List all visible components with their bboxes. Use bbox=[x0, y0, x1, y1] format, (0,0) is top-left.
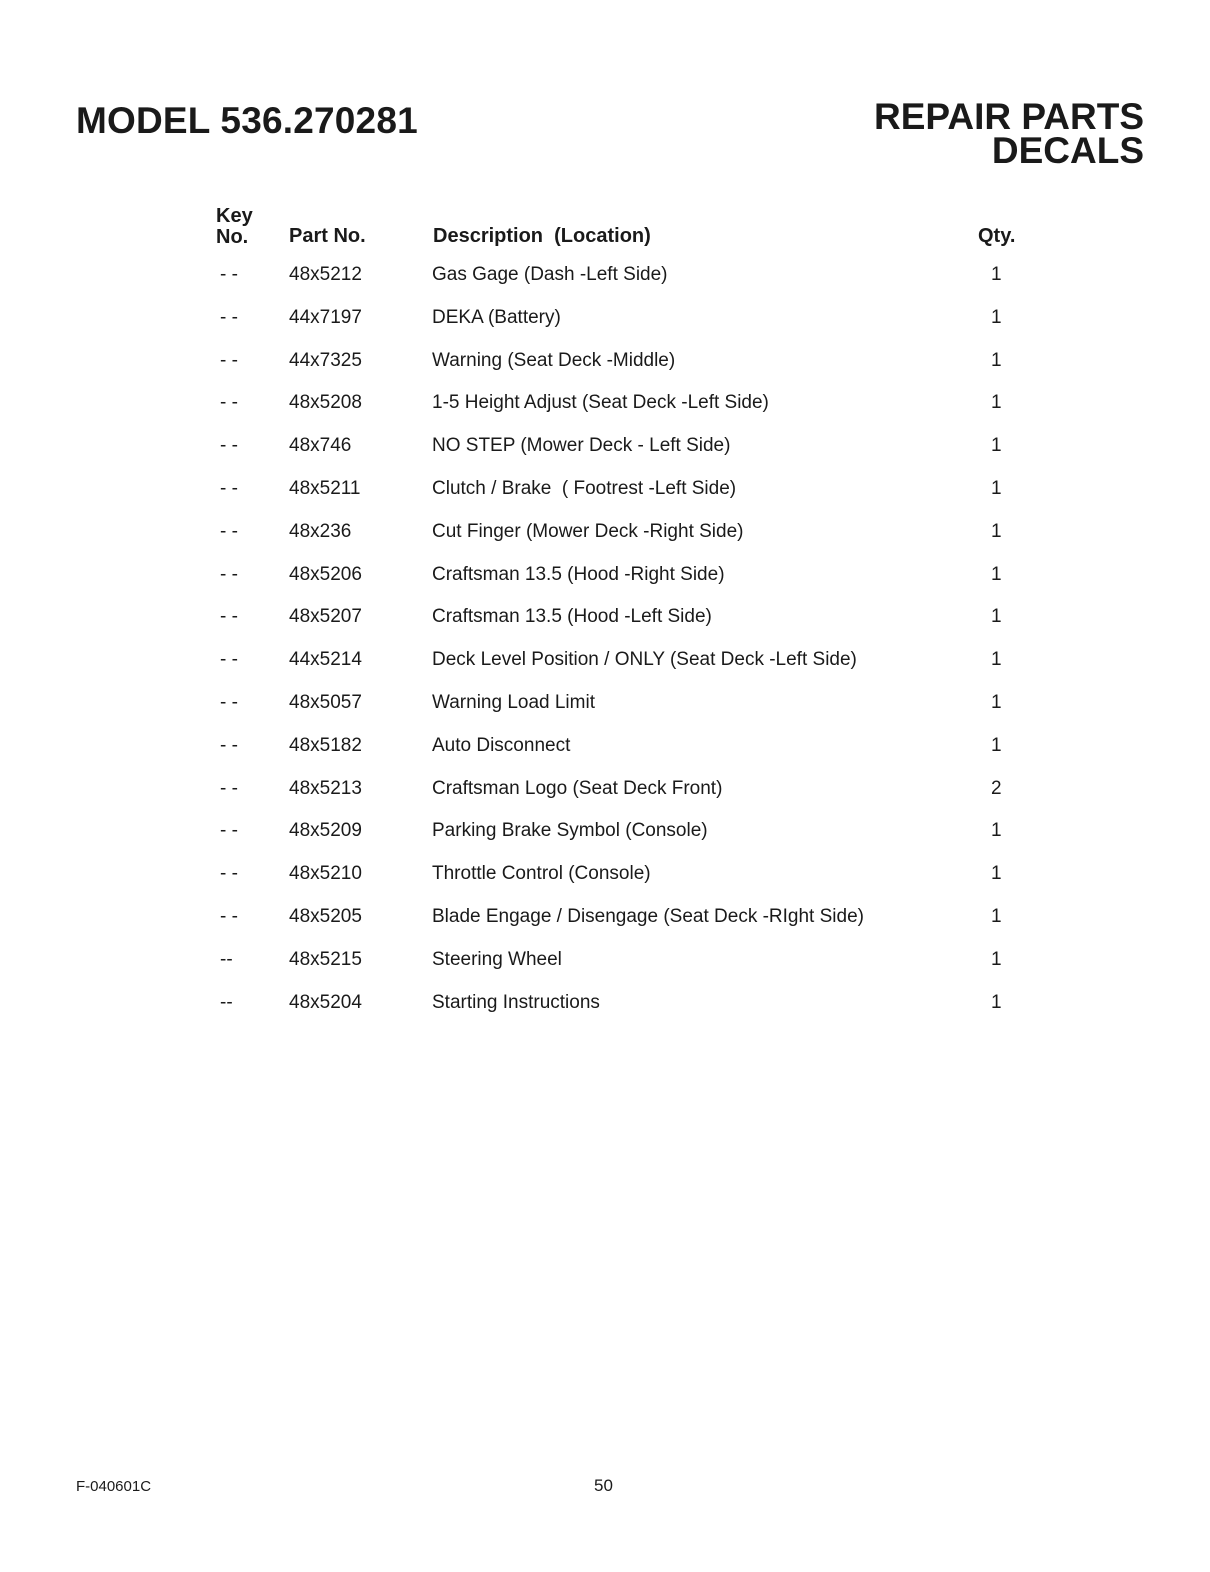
page-number: 50 bbox=[594, 1476, 613, 1495]
description-cell: Auto Disconnect bbox=[432, 734, 571, 756]
key-cell: - - bbox=[220, 734, 238, 756]
part-number-cell: 48x5205 bbox=[289, 905, 362, 927]
description-cell: Craftsman 13.5 (Hood -Right Side) bbox=[432, 563, 725, 585]
qty-cell: 1 bbox=[991, 863, 1002, 885]
qty-cell: 2 bbox=[991, 777, 1002, 799]
table-row bbox=[0, 390, 1210, 433]
table-row bbox=[0, 519, 1210, 562]
part-number-cell: 48x236 bbox=[289, 520, 352, 542]
description-cell: Craftsman Logo (Seat Deck Front) bbox=[432, 777, 723, 799]
key-cell: - - bbox=[220, 520, 238, 542]
key-cell: - - bbox=[220, 863, 238, 885]
table-row bbox=[0, 690, 1210, 733]
section-title-line1: REPAIR PARTS bbox=[874, 96, 1144, 137]
qty-cell: 1 bbox=[991, 948, 1002, 970]
table-row bbox=[0, 476, 1210, 519]
column-header-key-line1: Key bbox=[216, 205, 253, 227]
section-title bbox=[874, 96, 1144, 171]
qty-cell: 1 bbox=[991, 349, 1002, 371]
qty-cell: 1 bbox=[991, 905, 1002, 927]
qty-cell: 1 bbox=[991, 435, 1002, 457]
qty-cell: 1 bbox=[991, 606, 1002, 628]
parts-table bbox=[0, 262, 1210, 1032]
description-cell: Gas Gage (Dash -Left Side) bbox=[432, 264, 668, 285]
table-row bbox=[0, 305, 1210, 348]
part-number-cell: 48x5182 bbox=[289, 734, 362, 756]
qty-cell: 1 bbox=[991, 264, 1002, 285]
table-row bbox=[0, 776, 1210, 819]
table-row bbox=[0, 818, 1210, 861]
description-cell: Blade Engage / Disengage (Seat Deck -RIght Side) bbox=[432, 905, 864, 927]
part-number-cell: 48x5057 bbox=[289, 691, 362, 713]
description-cell: Parking Brake Symbol (Console) bbox=[432, 820, 708, 842]
table-row bbox=[0, 990, 1210, 1033]
model-title: MODEL 536.270281 bbox=[76, 100, 418, 141]
table-row bbox=[0, 348, 1210, 391]
key-cell: - - bbox=[220, 691, 238, 713]
key-cell: - - bbox=[220, 306, 238, 328]
part-number-cell: 44x7325 bbox=[289, 349, 362, 371]
description-cell: Throttle Control (Console) bbox=[432, 863, 651, 885]
qty-cell: 1 bbox=[991, 520, 1002, 542]
table-row bbox=[0, 433, 1210, 476]
qty-cell: 1 bbox=[991, 563, 1002, 585]
column-header-key bbox=[216, 206, 253, 248]
part-number-cell: 44x5214 bbox=[289, 649, 362, 671]
description-cell: Cut Finger (Mower Deck -Right Side) bbox=[432, 520, 744, 542]
part-number-cell: 48x5212 bbox=[289, 264, 362, 285]
table-row bbox=[0, 647, 1210, 690]
table-row bbox=[0, 904, 1210, 947]
key-cell: - - bbox=[220, 264, 238, 285]
table-row bbox=[0, 604, 1210, 647]
part-number-cell: 48x746 bbox=[289, 435, 352, 457]
table-row bbox=[0, 262, 1210, 305]
key-cell: - - bbox=[220, 477, 238, 499]
description-cell: NO STEP (Mower Deck - Left Side) bbox=[432, 435, 731, 457]
key-cell: - - bbox=[220, 649, 238, 671]
qty-cell: 1 bbox=[991, 991, 1002, 1013]
part-number-cell: 48x5211 bbox=[289, 477, 361, 499]
qty-cell: 1 bbox=[991, 477, 1002, 499]
key-cell: - - bbox=[220, 563, 238, 585]
part-number-cell: 48x5209 bbox=[289, 820, 362, 842]
part-number-cell: 48x5210 bbox=[289, 863, 362, 885]
table-row bbox=[0, 947, 1210, 990]
part-number-cell: 48x5206 bbox=[289, 563, 362, 585]
qty-cell: 1 bbox=[991, 306, 1002, 328]
description-cell: Steering Wheel bbox=[432, 948, 562, 970]
description-cell: Starting Instructions bbox=[432, 991, 600, 1013]
column-header-key-line2: No. bbox=[216, 226, 249, 248]
key-cell: - - bbox=[220, 606, 238, 628]
key-cell: - - bbox=[220, 905, 238, 927]
key-cell: -- bbox=[220, 991, 233, 1013]
description-cell: Warning (Seat Deck -Middle) bbox=[432, 349, 676, 371]
part-number-cell: 48x5208 bbox=[289, 392, 362, 414]
part-number-cell: 48x5207 bbox=[289, 606, 362, 628]
qty-cell: 1 bbox=[991, 820, 1002, 842]
key-cell: - - bbox=[220, 435, 238, 457]
description-cell: Warning Load Limit bbox=[432, 691, 595, 713]
description-cell: Craftsman 13.5 (Hood -Left Side) bbox=[432, 606, 712, 628]
part-number-cell: 48x5213 bbox=[289, 777, 362, 799]
key-cell: - - bbox=[220, 349, 238, 371]
key-cell: - - bbox=[220, 392, 238, 414]
table-row bbox=[0, 861, 1210, 904]
qty-cell: 1 bbox=[991, 392, 1002, 414]
description-cell: DEKA (Battery) bbox=[432, 306, 561, 328]
key-cell: -- bbox=[220, 948, 233, 970]
qty-cell: 1 bbox=[991, 691, 1002, 713]
qty-cell: 1 bbox=[991, 734, 1002, 756]
column-header-description: Description (Location) bbox=[433, 225, 651, 247]
part-number-cell: 48x5204 bbox=[289, 991, 362, 1013]
table-row bbox=[0, 562, 1210, 605]
column-header-qty: Qty. bbox=[978, 225, 1016, 247]
key-cell: - - bbox=[220, 820, 238, 842]
description-cell: Clutch / Brake ( Footrest -Left Side) bbox=[432, 477, 737, 499]
section-title-line2: DECALS bbox=[991, 130, 1144, 171]
part-number-cell: 44x7197 bbox=[289, 306, 362, 328]
part-number-cell: 48x5215 bbox=[289, 948, 362, 970]
key-cell: - - bbox=[220, 777, 238, 799]
footer-code: F-040601C bbox=[76, 1478, 152, 1495]
qty-cell: 1 bbox=[991, 649, 1002, 671]
description-cell: 1-5 Height Adjust (Seat Deck -Left Side) bbox=[432, 392, 769, 414]
column-header-part: Part No. bbox=[289, 225, 366, 247]
table-row bbox=[0, 733, 1210, 776]
description-cell: Deck Level Position / ONLY (Seat Deck -Left Side) bbox=[432, 649, 857, 671]
